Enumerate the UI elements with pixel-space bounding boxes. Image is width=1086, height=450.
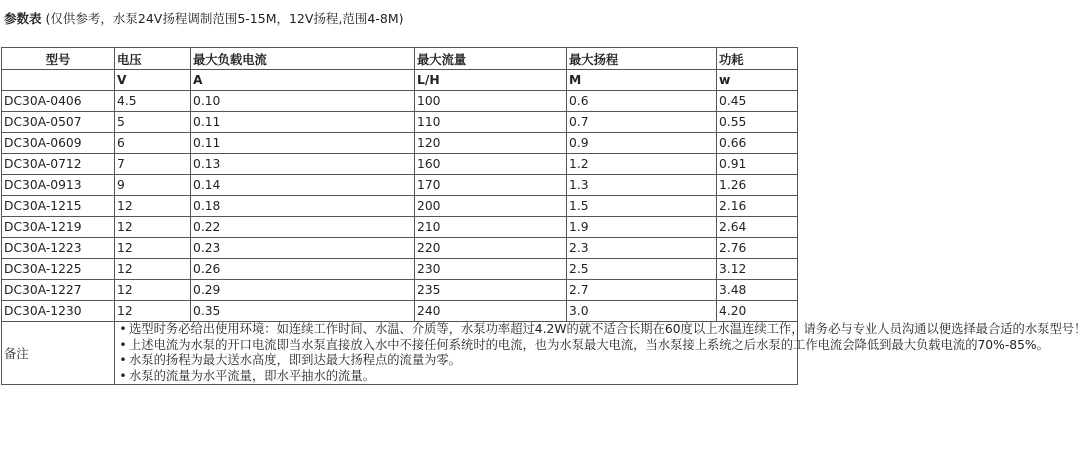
table-cell: DC30A-1219 bbox=[2, 217, 115, 238]
table-cell: 220 bbox=[415, 238, 567, 259]
note-item bbox=[117, 369, 795, 385]
table-cell: 230 bbox=[415, 259, 567, 280]
table-cell: 0.6 bbox=[567, 91, 717, 112]
table-cell: 0.7 bbox=[567, 112, 717, 133]
table-cell: 2.16 bbox=[717, 196, 798, 217]
table-cell: 235 bbox=[415, 280, 567, 301]
table-cell: 3.0 bbox=[567, 301, 717, 322]
table-row bbox=[2, 175, 798, 196]
note-item bbox=[117, 353, 795, 369]
table-row bbox=[2, 280, 798, 301]
table-cell: 12 bbox=[115, 217, 191, 238]
table-cell: 160 bbox=[415, 154, 567, 175]
table-cell: 2.7 bbox=[567, 280, 717, 301]
notes-label: 备注 bbox=[2, 322, 115, 385]
table-cell: 0.29 bbox=[191, 280, 415, 301]
table-row bbox=[2, 133, 798, 154]
bullet-icon: • bbox=[119, 353, 127, 367]
note-item bbox=[117, 322, 1086, 338]
table-cell: 6 bbox=[115, 133, 191, 154]
unit-cell: A bbox=[191, 70, 415, 91]
note-text: 上述电流为水泵的开口电流即当水泵直接放入水中不接任何系统时的电流，也为水泵最大电流，当水泵接上系统之后水泵的工作电流会降低到最大负载电流的70%-85%。 bbox=[129, 337, 1049, 352]
table-cell: 4.5 bbox=[115, 91, 191, 112]
unit-cell bbox=[2, 70, 115, 91]
table-cell: 0.22 bbox=[191, 217, 415, 238]
table-row bbox=[2, 259, 798, 280]
table-cell: 0.35 bbox=[191, 301, 415, 322]
table-row bbox=[2, 112, 798, 133]
page-title: 参数表 bbox=[4, 11, 42, 26]
table-cell: 1.5 bbox=[567, 196, 717, 217]
table-cell: DC30A-1230 bbox=[2, 301, 115, 322]
table-row bbox=[2, 238, 798, 259]
table-cell: 12 bbox=[115, 259, 191, 280]
table-cell: 2.64 bbox=[717, 217, 798, 238]
table-cell: 0.10 bbox=[191, 91, 415, 112]
table-cell: 0.66 bbox=[717, 133, 798, 154]
bullet-icon: • bbox=[119, 322, 127, 336]
unit-cell: M bbox=[567, 70, 717, 91]
unit-cell: V bbox=[115, 70, 191, 91]
note-text: 水泵的流量为水平流量，即水平抽水的流量。 bbox=[129, 368, 375, 383]
column-header-max-current: 最大负载电流 bbox=[191, 48, 415, 70]
notes-row bbox=[2, 322, 798, 385]
column-header-max-flow: 最大流量 bbox=[415, 48, 567, 70]
table-cell: 12 bbox=[115, 301, 191, 322]
unit-cell: w bbox=[717, 70, 798, 91]
table-cell: 110 bbox=[415, 112, 567, 133]
table-cell: 0.9 bbox=[567, 133, 717, 154]
table-cell: 0.11 bbox=[191, 112, 415, 133]
table-cell: 9 bbox=[115, 175, 191, 196]
bullet-icon: • bbox=[119, 337, 127, 352]
table-cell: 12 bbox=[115, 196, 191, 217]
table-cell: 1.26 bbox=[717, 175, 798, 196]
note-text: 选型时务必给出使用环境：如连续工作时间、水温、介质等，水泵功率超过4.2W的就不适合长期在60度以上水温连续工作，请务必与专业人员沟通以便选择最合适的水泵型号！ bbox=[129, 322, 1086, 336]
table-cell: 5 bbox=[115, 112, 191, 133]
table-cell: 1.9 bbox=[567, 217, 717, 238]
table-cell: 12 bbox=[115, 238, 191, 259]
table-cell: DC30A-1223 bbox=[2, 238, 115, 259]
table-cell: 3.48 bbox=[717, 280, 798, 301]
table-cell: 0.55 bbox=[717, 112, 798, 133]
spec-table bbox=[1, 47, 1086, 385]
table-cell: 2.5 bbox=[567, 259, 717, 280]
bullet-icon: • bbox=[119, 368, 127, 383]
table-cell: 0.13 bbox=[191, 154, 415, 175]
table-cell: 200 bbox=[415, 196, 567, 217]
table-cell: 1.2 bbox=[567, 154, 717, 175]
table-cell: DC30A-1215 bbox=[2, 196, 115, 217]
table-cell: 0.91 bbox=[717, 154, 798, 175]
table-row bbox=[2, 301, 798, 322]
table-cell: DC30A-1227 bbox=[2, 280, 115, 301]
notes-body bbox=[115, 322, 1086, 385]
table-cell: 0.14 bbox=[191, 175, 415, 196]
table-row bbox=[2, 196, 798, 217]
table-cell: 0.45 bbox=[717, 91, 798, 112]
table-cell: 2.3 bbox=[567, 238, 717, 259]
table-cell: 0.23 bbox=[191, 238, 415, 259]
note-text: 水泵的扬程为最大送水高度，即到达最大扬程点的流量为零。 bbox=[129, 353, 462, 367]
table-header-row bbox=[2, 48, 798, 70]
page-header bbox=[4, 9, 404, 27]
table-cell: 0.11 bbox=[191, 133, 415, 154]
table-cell: DC30A-0609 bbox=[2, 133, 115, 154]
page-subtitle: (仅供参考，水泵24V扬程调制范围5-15M，12V扬程,范围4-8M) bbox=[41, 11, 404, 26]
table-cell: 210 bbox=[415, 217, 567, 238]
table-row bbox=[2, 154, 798, 175]
table-cell: 3.12 bbox=[717, 259, 798, 280]
table-cell: 170 bbox=[415, 175, 567, 196]
table-cell: DC30A-1225 bbox=[2, 259, 115, 280]
column-header-power: 功耗 bbox=[717, 48, 798, 70]
table-cell: 1.3 bbox=[567, 175, 717, 196]
table-cell: 7 bbox=[115, 154, 191, 175]
table-cell: DC30A-0712 bbox=[2, 154, 115, 175]
table-cell: 240 bbox=[415, 301, 567, 322]
column-header-max-head: 最大扬程 bbox=[567, 48, 717, 70]
table-cell: 0.18 bbox=[191, 196, 415, 217]
unit-cell: L/H bbox=[415, 70, 567, 91]
table-cell: DC30A-0507 bbox=[2, 112, 115, 133]
table-cell: 2.76 bbox=[717, 238, 798, 259]
column-header-voltage: 电压 bbox=[115, 48, 191, 70]
table-cell: DC30A-0913 bbox=[2, 175, 115, 196]
table-cell: 120 bbox=[415, 133, 567, 154]
table-cell: DC30A-0406 bbox=[2, 91, 115, 112]
table-row bbox=[2, 91, 798, 112]
table-cell: 4.20 bbox=[717, 301, 798, 322]
table-cell: 0.26 bbox=[191, 259, 415, 280]
table-cell: 12 bbox=[115, 280, 191, 301]
note-item bbox=[117, 337, 1049, 354]
column-header-model: 型号 bbox=[2, 48, 115, 70]
table-row bbox=[2, 217, 798, 238]
unit-row bbox=[2, 70, 798, 91]
table-cell: 100 bbox=[415, 91, 567, 112]
